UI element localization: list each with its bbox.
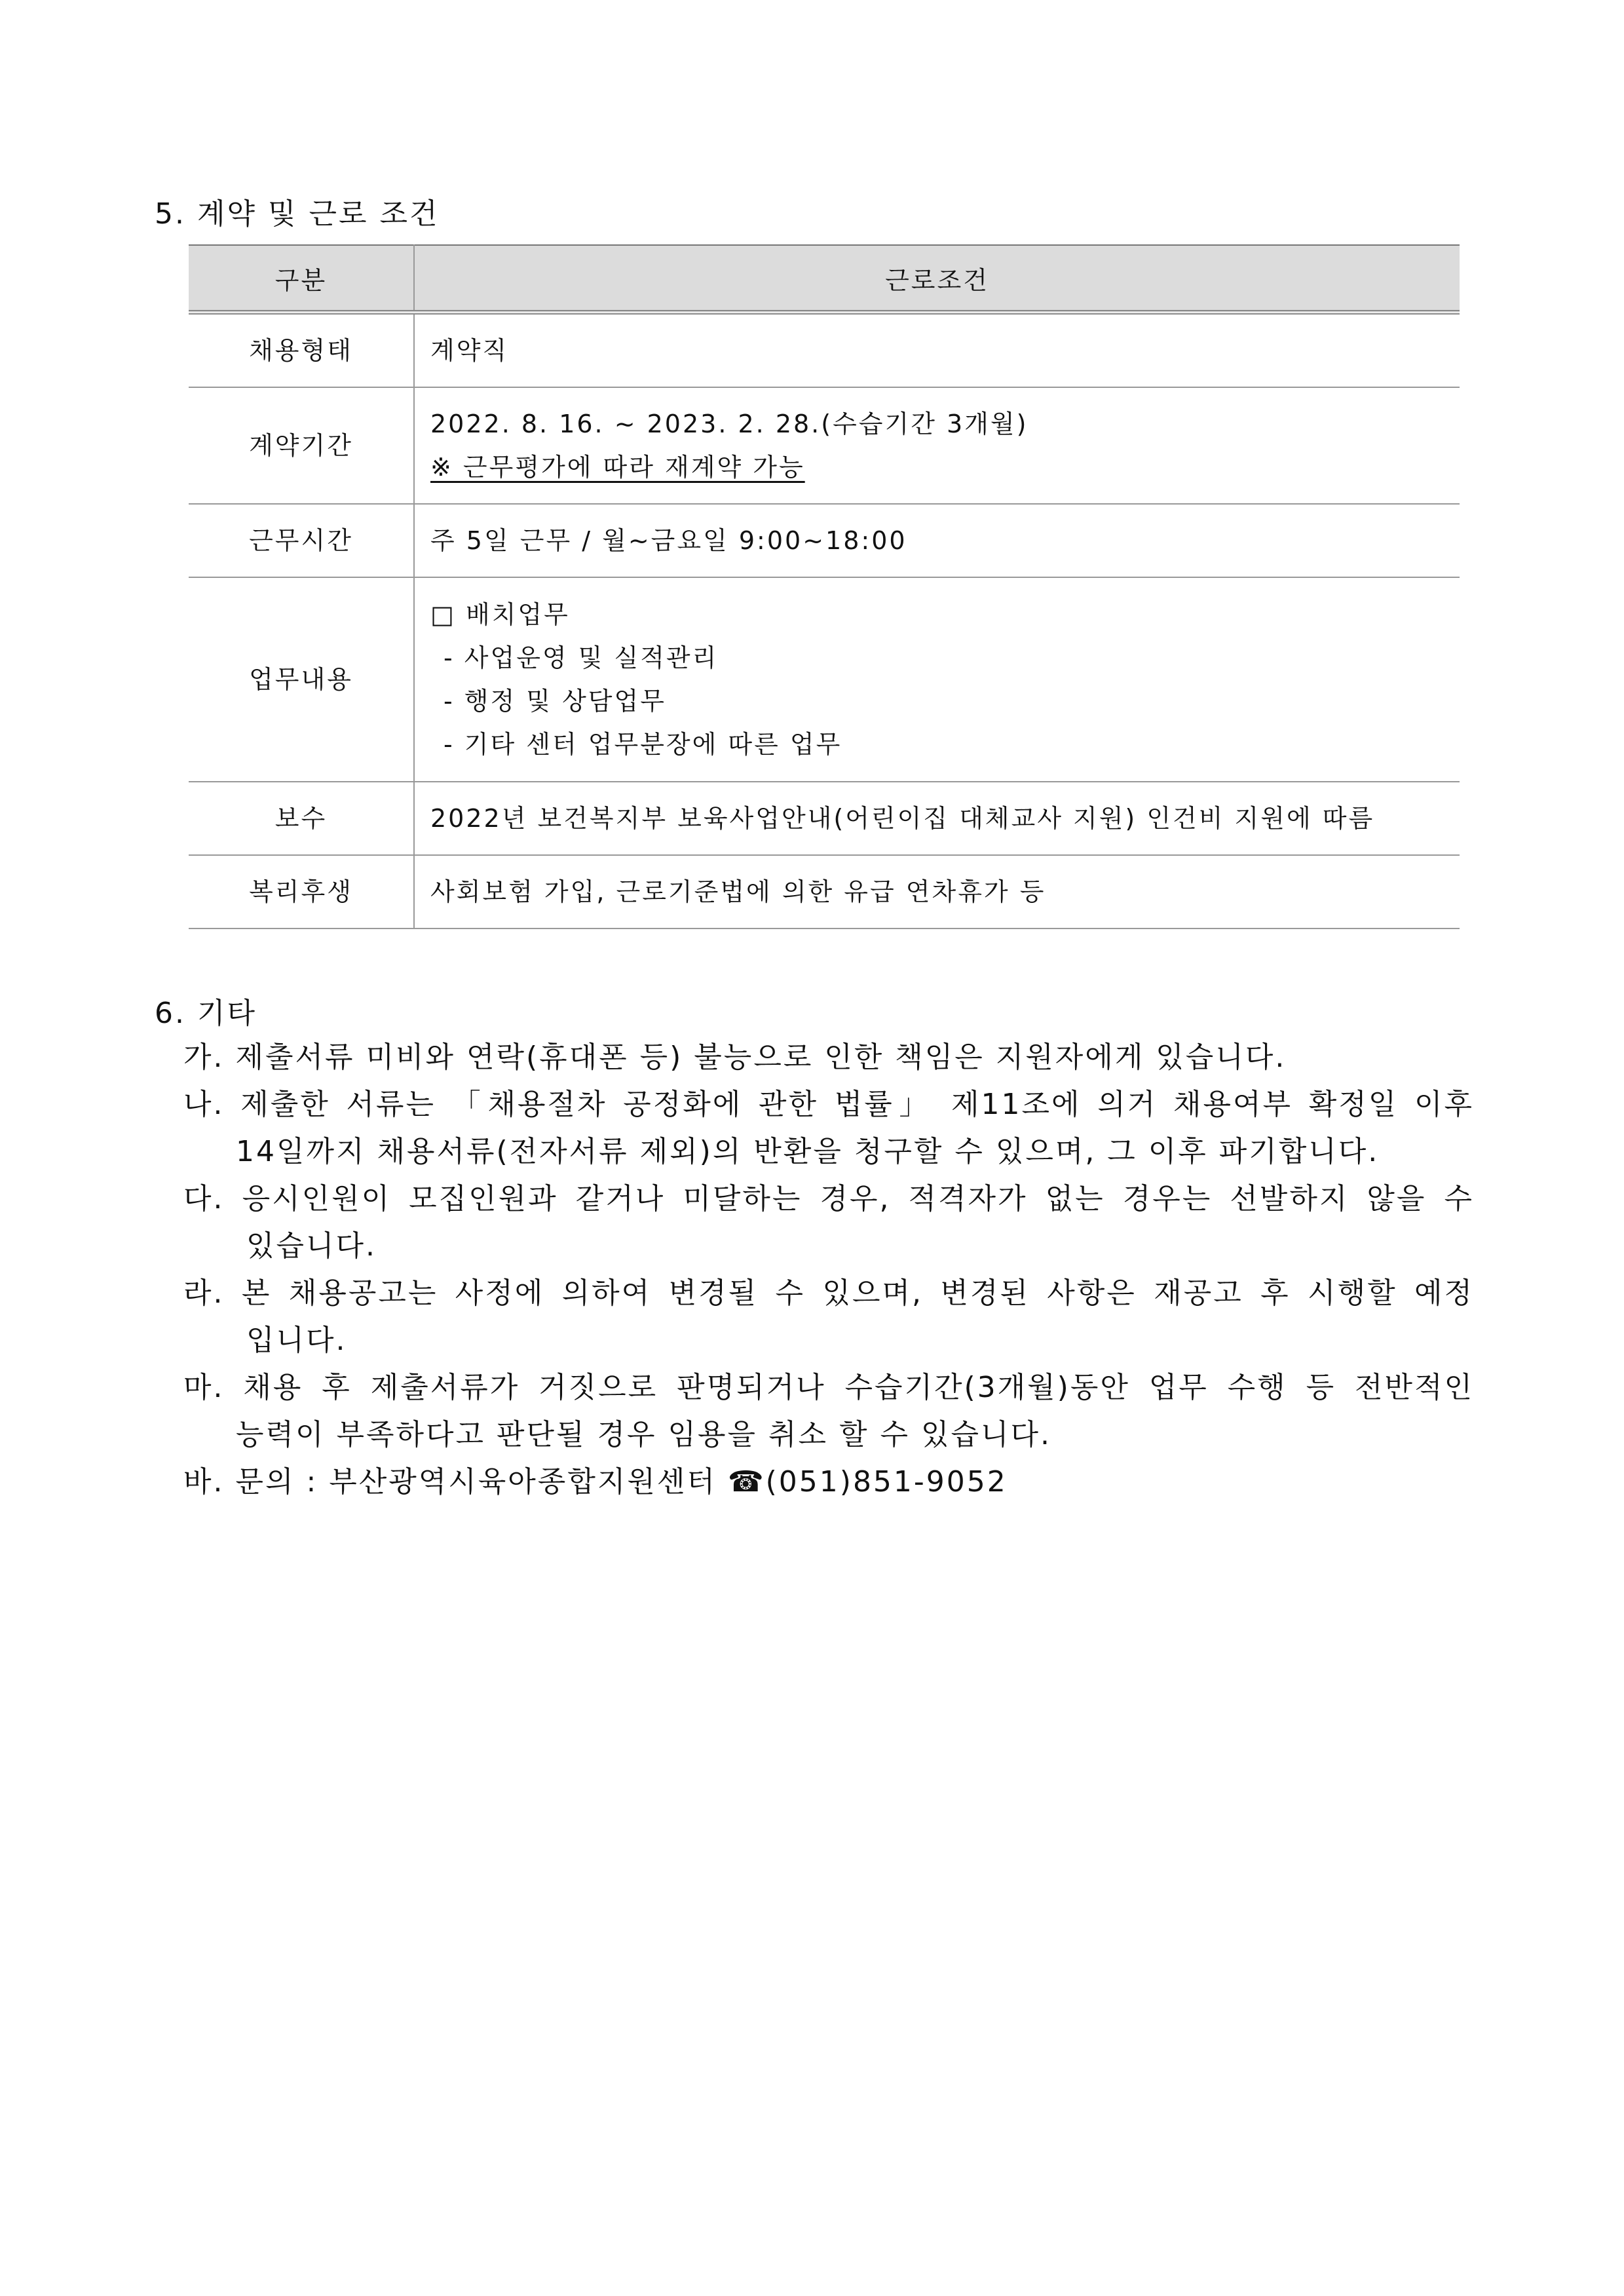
table-row — [189, 504, 1460, 577]
row-value-benefits — [414, 855, 1460, 928]
row-value-employment-type — [414, 313, 1460, 388]
row-label-contract-period: 계약기간 — [189, 387, 414, 504]
row-value-working-hours — [414, 504, 1460, 577]
note-item — [183, 1081, 1474, 1176]
value-line: 2022. 8. 16. ~ 2023. 2. 28.(수습기간 3개월) — [430, 410, 1029, 438]
header-category: 구분 — [189, 245, 414, 313]
note-item — [183, 1270, 1474, 1364]
section-5-heading: 5. 계약 및 근로 조건 — [155, 197, 440, 231]
other-notes-list — [183, 1034, 1474, 1506]
note-text-continued: 능력이 부족하다고 판단될 경우 임용을 취소 할 수 있습니다. — [236, 1418, 1051, 1451]
table-row — [189, 313, 1460, 388]
row-label-salary: 보수 — [189, 782, 414, 855]
note-text: 마. 채용 후 제출서류가 거짓으로 판명되거나 수습기간(3개월)동안 업무 수행 등 전반적인 — [183, 1371, 1474, 1404]
table-header-row — [189, 245, 1460, 313]
note-item — [183, 1459, 1474, 1506]
table-row — [189, 577, 1460, 782]
note-item — [183, 1034, 1474, 1081]
value-line: 주 5일 근무 / 월~금요일 9:00~18:00 — [430, 526, 907, 555]
note-text: 나. 제출한 서류는 「채용절차 공정화에 관한 법률」 제11조에 의거 채용여부 확정일 이후 — [183, 1088, 1474, 1121]
note-text-continued: 있습니다. — [246, 1229, 377, 1263]
note-text: 가. 제출서류 미비와 연락(휴대폰 등) 불능으로 인한 책임은 지원자에게 있습니다. — [183, 1041, 1287, 1074]
table-row — [189, 387, 1460, 504]
duty-item: - 행정 및 상담업무 — [444, 687, 666, 716]
value-line: 2022년 보건복지부 보육사업안내(어린이집 대체교사 지원) 인건비 지원에 따름 — [430, 804, 1375, 833]
work-conditions-table — [189, 244, 1460, 929]
note-text: 다. 응시인원이 모집인원과 같거나 미달하는 경우, 적격자가 없는 경우는 선발하지 않을 수 — [183, 1182, 1474, 1215]
table-row — [189, 855, 1460, 928]
duties-title: □ 배치업무 — [430, 600, 570, 629]
section-6-heading: 6. 기타 — [155, 997, 257, 1030]
row-label-duties: 업무내용 — [189, 577, 414, 782]
duty-item: - 사업운영 및 실적관리 — [444, 643, 719, 672]
value-line: 계약직 — [430, 336, 509, 365]
note-text-continued: 입니다. — [246, 1324, 347, 1357]
row-label-employment-type: 채용형태 — [189, 313, 414, 388]
note-text: 라. 본 채용공고는 사정에 의하여 변경될 수 있으며, 변경된 사항은 재공고 후 시행할 예정 — [183, 1276, 1474, 1310]
row-label-benefits: 복리후생 — [189, 855, 414, 928]
row-value-duties — [414, 577, 1460, 782]
row-value-contract-period — [414, 387, 1460, 504]
note-item — [183, 1364, 1474, 1459]
note-item — [183, 1176, 1474, 1270]
row-label-working-hours: 근무시간 — [189, 504, 414, 577]
duty-item: - 기타 센터 업무분장에 따른 업무 — [444, 730, 842, 759]
row-value-salary — [414, 782, 1460, 855]
contact-note: 바. 문의 : 부산광역시육아종합지원센터 ☎(051)851-9052 — [183, 1465, 1008, 1499]
renewal-note: ※ 근무평가에 따라 재계약 가능 — [430, 453, 805, 482]
table-row — [189, 782, 1460, 855]
note-text-continued: 14일까지 채용서류(전자서류 제외)의 반환을 청구할 수 있으며, 그 이후 파기합니다. — [236, 1135, 1380, 1168]
value-line: 사회보험 가입, 근로기준법에 의한 유급 연차휴가 등 — [430, 877, 1046, 906]
header-conditions: 근로조건 — [414, 245, 1460, 313]
